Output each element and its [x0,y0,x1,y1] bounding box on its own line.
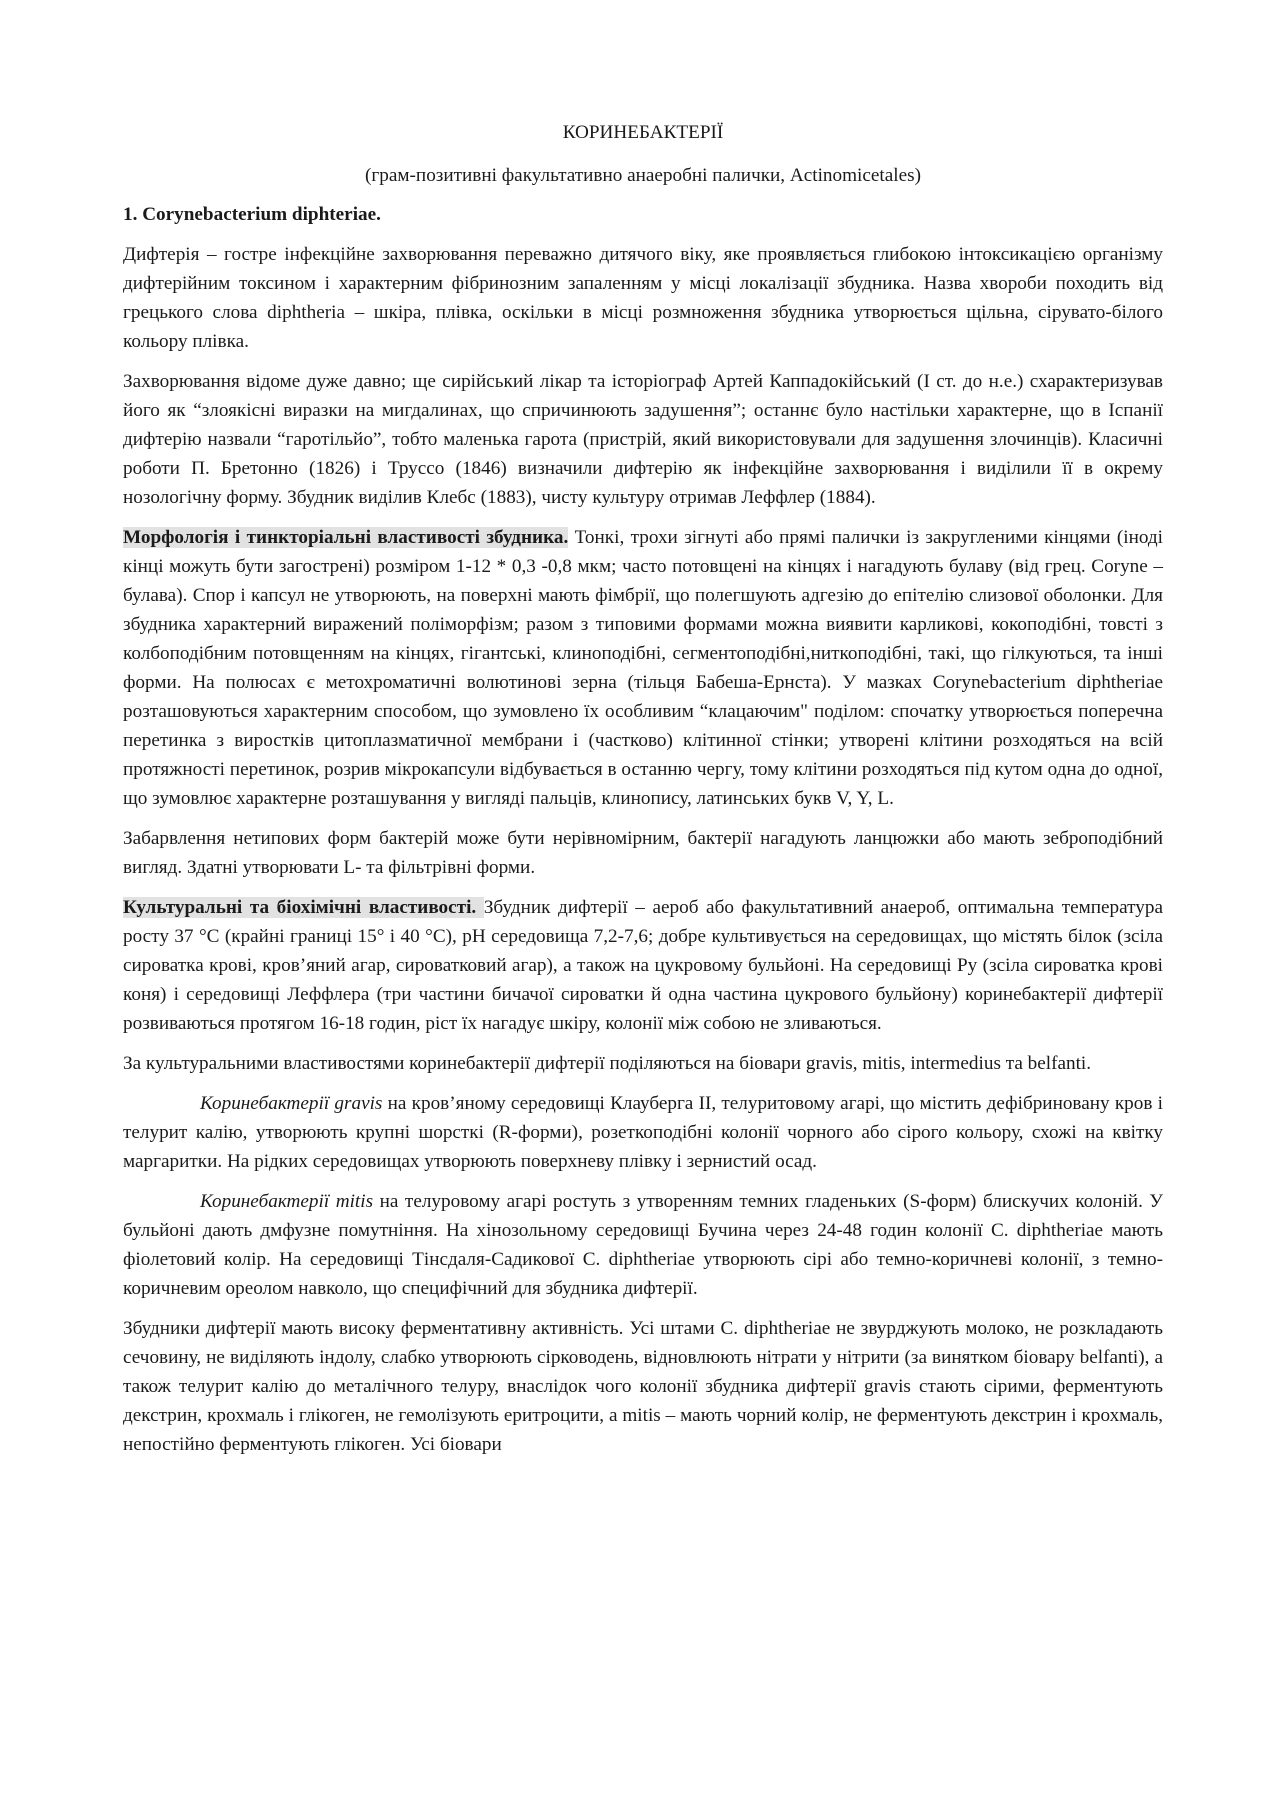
paragraph-mitis [123,1187,1163,1303]
gravis-text: на кров’яному середовищі Клауберга II, телуритовому агарі, що містить дефібриновану кров і телурит калію, утворюють крупні шорсткі (R-форми), розеткоподібні колонії чорного або сірого кольору, схожі на квітку маргаритки. На рідких середовищах утворюють поверхневу плівку і зернистий осад. [123,1093,1163,1172]
paragraph-cultural [123,893,1163,1038]
document-page [123,118,1163,1470]
cultural-heading: Культуральні та біохімічні властивості. [123,897,484,918]
mitis-text: на телуровому агарі ростуть з утворенням темних гладеньких (S-форм) блискучих колоній. У бульйоні дають дмфузне помутніння. На хінозольному середовищі Бучина через 24-48 годин колонії C. diphtheriae мають фіолетовий колір. На середовищі Тінсдаля-Садикової C. diphtheriae утворюють сірі або темно-коричневі колонії, з темно-коричневим ореолом навколо, що специфічний для збудника дифтерії. [123,1191,1163,1299]
paragraph-staining: Забарвлення нетипових форм бактерій може бути нерівномірним, бактерії нагадують ланцюжки або мають зеброподібний вигляд. Здатні утворювати L- та фільтрівні форми. [123,828,1163,878]
document-subtitle: (грам-позитивні факультативно анаеробні палички, Actinomicetales) [365,165,921,186]
paragraph-biovars: За культуральними властивостями коринебактерії дифтерії поділяються на біовари gravis, mitis, intermedius та belfanti. [123,1053,1092,1074]
section-heading: 1. Corynebacterium diphteriae. [123,204,381,225]
paragraph-enzymes: Збудники дифтерії мають високу ферментативну активність. Усі штами C. diphtheriae не звурджують молоко, не розкладають сечовину, не виділяють індолу, слабко утворюють сірководень, відновлюють нітрати у нітрити (за винятком біовару belfanti), а також телурит калію до металічного телуру, внаслідок чого колонії збудника дифтерії gravis стають сірими, ферментують декстрин, крохмаль і глікоген, не гемолізують еритроцити, а mitis – мають чорний колір, не ферментують декстрин і крохмаль, непостійно ферментують глікоген. Усі біовари [123,1318,1163,1455]
document-title: КОРИНЕБАКТЕРІЇ [562,122,724,143]
paragraph-history: Захворювання відоме дуже давно; ще сирійський лікар та історіограф Артей Каппадокійський (І ст. до н.е.) схарактеризував його як “злоякісні виразки на мигдалинах, що спричинюють задушення”; останнє було настільки характерне, що в Іспанії дифтерію назвали “гаротільйо”, тобто маленька гарота (пристрій, який використовували для задушення злочинців). Класичні роботи П. Бретонно (1826) і Труссо (1846) визначили дифтерію як інфекційне захворювання і виділили її в окрему нозологічну форму. Збудник виділив Клебс (1883), чисту культуру отримав Леффлер (1884). [123,371,1163,508]
mitis-term: Коринебактерії mitis [200,1191,374,1212]
morphology-text: Тонкі, трохи зігнуті або прямі палички із закругленими кінцями (іноді кінці можуть бути загострені) розміром 1-12 * 0,3 -0,8 мкм; часто потовщені на кінцях і нагадують булаву (від грец. Coryne – булава). Спор і капсул не утворюють, на поверхні мають фімбрії, що полегшують адгезію до епітелію слизової оболонки. Для збудника характерний виражений поліморфізм; разом з типовими формами можна виявити карликові, кокоподібні, товсті з колбоподібним потовщенням на кінцях, гігантські, клиноподібні, сегментоподібні,ниткоподібні, такі, що гілкуються, та інші форми. На полюсах є метохроматичні волютинові зерна (тільця Бабеша-Ернста). У мазках Corynebacterium diphtheriae розташовуються характерним способом, що зумовлено їх особливим “клацаючим" поділом: спочатку утворюється поперечна перетинка з виростків цитоплазматичної мембрани і (частково) клітинної стінки; утворені клітини розходяться на всій протяжності перетинок, розрив мікрокапсули відбувається в останню чергу, тому клітини розходяться під кутом одна до одної, що зумовлює характерне розташування у вигляді пальців, клинопису, латинських букв V, Y, L. [123,527,1164,809]
paragraph-morphology [123,523,1163,813]
gravis-term: Коринебактерії gravis [200,1093,383,1114]
paragraph-gravis [123,1089,1163,1176]
morphology-heading: Морфологія і тинкторіальні властивості збудника. [123,527,569,548]
paragraph-definition: Дифтерія – гостре інфекційне захворювання переважно дитячого віку, яке проявляється глибокою інтоксикацією організму дифтерійним токсином і характерним фібринозним запаленням у місці локалізації збудника. Назва хвороби походить від грецького слова diphtheria – шкіра, плівка, оскільки в місці розмноження збудника утворюється щільна, сірувато-білого кольору плівка. [123,244,1163,352]
cultural-text: Збудник дифтерії – аероб або факультативний анаероб, оптимальна температура росту 37 °С (крайні границі 15° і 40 °С), рН середовища 7,2-7,6; добре культивується на середовищах, що містять білок (зсіла сироватка крові, кров’яний агар, сироватковий агар), а також на цукровому бульйоні. На середовищі Ру (зсіла сироватка крові коня) і середовищі Леффлера (три частини бичачої сироватки й одна частина цукрового бульйону) коринебактерії дифтерії розвиваються протягом 16-18 годин, ріст їх нагадує шкіру, колонії між собою не зливаються. [123,897,1163,1034]
